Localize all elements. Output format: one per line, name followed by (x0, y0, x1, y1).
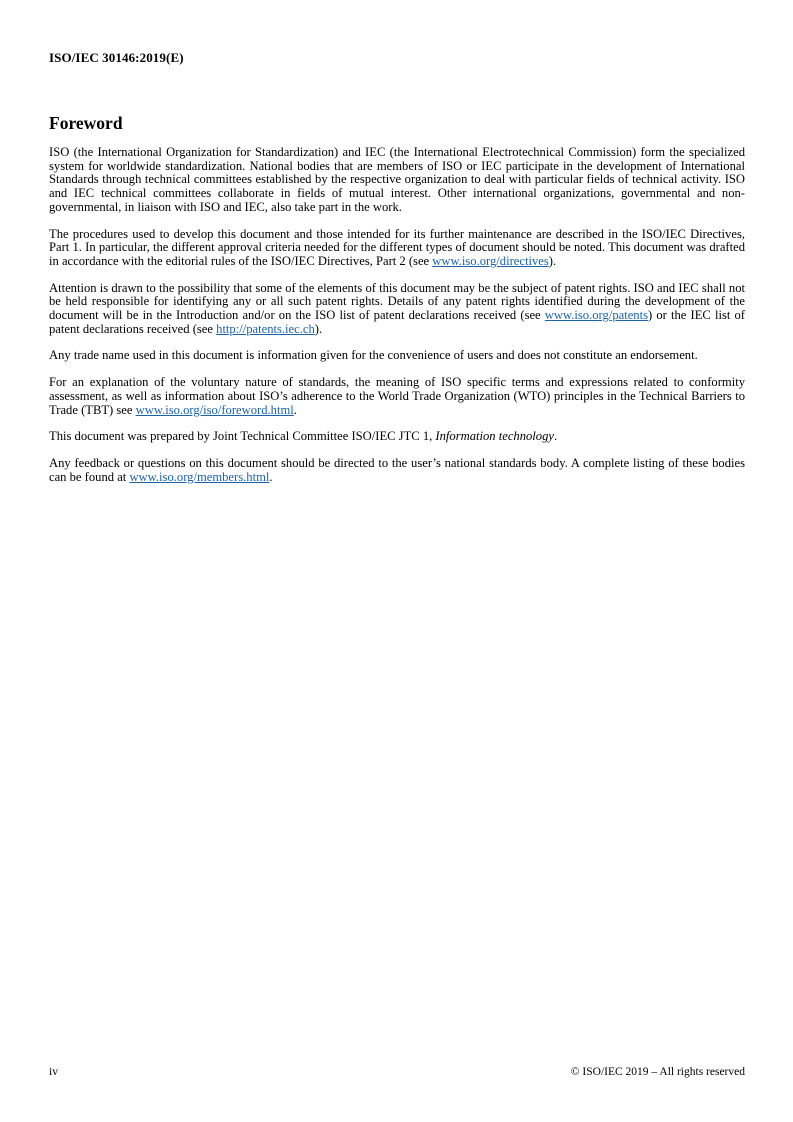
paragraph-text: . (554, 429, 558, 444)
page-footer (49, 1066, 745, 1078)
paragraph-text: ) or the IEC list of patent declarations received (see (49, 308, 745, 336)
paragraph-iso-iec-intro: ISO (the International Organization for Standardization) and IEC (the International Electrotechnical Commission) form the specialized system for worldwide standardization. National bodies that are members of ISO or IEC participate in the development of International Standards through technical committees established by the respective organization to deal with particular fields of technical activity. ISO and IEC technical committees collaborate in fields of mutual interest. Other international organizations, governmental and non-governmental, in liaison with ISO and IEC, also take part in the work. (49, 145, 745, 214)
link-iso-foreword[interactable]: www.iso.org/iso/foreword.html (135, 402, 294, 417)
paragraph-patent-rights (49, 282, 745, 337)
paragraph-text: This document was prepared by Joint Technical Committee ISO/IEC JTC 1, (49, 429, 436, 444)
committee-name-italic: Information technology (435, 429, 554, 444)
section-title: Foreword (49, 113, 123, 133)
link-iso-members[interactable]: www.iso.org/members.html (129, 469, 270, 484)
copyright-notice: © ISO/IEC 2019 – All rights reserved (570, 1066, 745, 1078)
paragraph-text: Any feedback or questions on this document should be directed to the user’s national standards body. A complete listing of these bodies can be found at (49, 455, 745, 484)
paragraph-feedback (49, 457, 745, 484)
link-iec-patents[interactable]: http://patents.iec.ch (216, 321, 315, 336)
paragraph-text: Attention is drawn to the possibility that some of the elements of this document may be the subject of patent rights. ISO and IEC shall not be held responsible for identifying any or all such patent rights. Details of any patent rights identified during the development of the document will be in the Introduction and/or on the ISO list of patent declarations received (see (49, 280, 745, 323)
paragraph-procedures (49, 228, 745, 269)
foreword-body (49, 146, 745, 484)
paragraph-text: . (293, 402, 297, 417)
link-iso-patents[interactable]: www.iso.org/patents (544, 308, 648, 323)
document-reference: ISO/IEC 30146:2019(E) (49, 50, 184, 65)
paragraph-committee (49, 430, 745, 444)
paragraph-text: ). (314, 321, 323, 336)
page-number: iv (49, 1066, 58, 1078)
paragraph-wto-tbt (49, 376, 745, 417)
paragraph-text: . (269, 469, 273, 484)
link-iso-directives[interactable]: www.iso.org/directives (432, 253, 549, 268)
paragraph-text: ). (548, 253, 557, 268)
paragraph-text: The procedures used to develop this document and those intended for its further maintenance are described in the ISO/IEC Directives, Part 1. In particular, the different approval criteria needed for the different types of document should be noted. This document was drafted in accordance with the editorial rules of the ISO/IEC Directives, Part 2 (see (49, 226, 745, 268)
paragraph-trade-name: Any trade name used in this document is information given for the convenience of users and does not constitute an endorsement. (49, 348, 698, 363)
page-header (49, 0, 745, 66)
paragraph-text: For an explanation of the voluntary nature of standards, the meaning of ISO specific terms and expressions related to conformity assessment, as well as information about ISO’s adherence to the World Trade Organization (WTO) principles in the Technical Barriers to Trade (TBT) see (49, 375, 745, 417)
